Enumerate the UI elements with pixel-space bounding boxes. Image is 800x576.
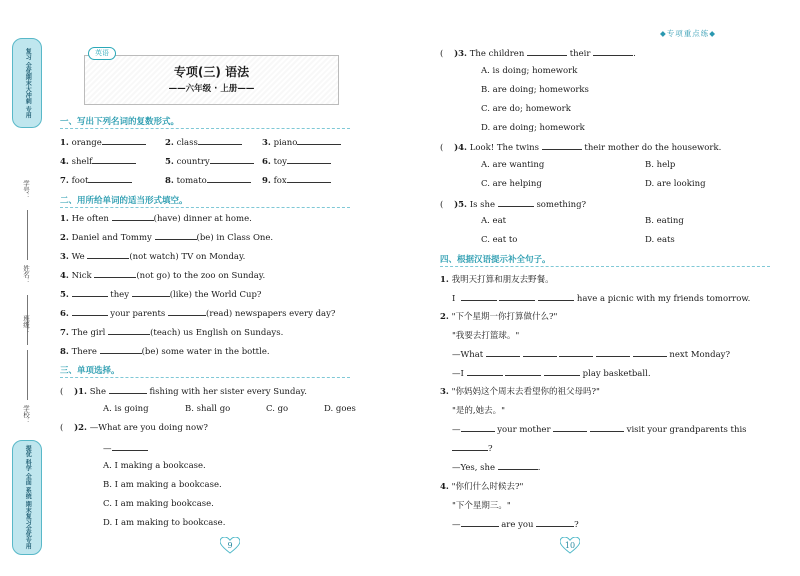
fill-item-number: 7. <box>60 328 69 338</box>
question-5-text-a: Is she <box>469 200 496 210</box>
student-number-line <box>27 210 28 260</box>
s4-item-4-cn <box>440 480 523 492</box>
plural-item-number: 2. <box>165 138 174 148</box>
question-5: ( )5. Is she something? <box>440 200 587 210</box>
plural-item <box>60 136 146 148</box>
s4-item-3-cn <box>440 385 600 397</box>
question-5-option-b[interactable]: B. eating <box>645 216 684 226</box>
question-2-reply <box>103 442 148 454</box>
s4-item-4-en1-c: ? <box>574 520 579 530</box>
s4-item-2-cn <box>440 310 557 322</box>
question-4: ( )4. Look! The twins their mother do the housework. <box>440 143 722 153</box>
question-3-text-b: their <box>569 49 591 59</box>
s4-item-2-cn2: "我要去打篮球。" <box>452 331 520 341</box>
section2-divider <box>60 207 350 208</box>
question-5-option-d[interactable]: D. eats <box>645 235 675 245</box>
student-number-label: 学号： <box>22 180 30 200</box>
section2-heading: 二、用所给单词的适当形式填空。 <box>60 196 188 206</box>
fill-item-text-a: We <box>71 252 85 262</box>
s4-item-3-en1-a: — <box>452 425 461 435</box>
fill-item-text-b: (teach) us English on Sundays. <box>150 328 284 338</box>
fill-item-number: 1. <box>60 214 69 224</box>
fill-item <box>60 288 261 300</box>
question-3-blank-2[interactable] <box>593 47 633 56</box>
sidebar-top-tab <box>12 38 42 128</box>
page-subtitle: ——六年级 · 上册—— <box>168 84 255 94</box>
fill-item-blank[interactable] <box>94 269 136 278</box>
plural-item-word: foot <box>71 176 89 186</box>
plural-item-blank[interactable] <box>297 136 341 145</box>
fill-item-number: 5. <box>60 290 69 300</box>
fill-item-blank[interactable] <box>112 212 154 221</box>
fill-item-blank[interactable] <box>87 250 129 259</box>
s4-item-3-en2 <box>452 461 540 473</box>
question-1-blank[interactable] <box>109 385 147 394</box>
class-label: 班级： <box>22 315 30 335</box>
question-5-number: )5. <box>454 200 468 210</box>
fill-item-text-b: (not go) to the zoo on Sunday. <box>136 271 266 281</box>
question-1-number: )1. <box>74 387 88 397</box>
question-1: ( )1. She fishing with her sister every Sunday. <box>60 387 307 397</box>
s4-item-2-chinese: "下个星期一你打算做什么?" <box>451 312 558 322</box>
question-3-text-a: The children <box>469 49 525 59</box>
plural-item-number: 9. <box>262 176 271 186</box>
s4-item-4-blank-2[interactable] <box>536 518 574 527</box>
question-2: ( )2. —What are you doing now? <box>60 423 208 433</box>
s4-item-2-blank-6[interactable] <box>467 367 503 376</box>
fill-item-text-b: (be) some water in the bottle. <box>141 347 270 357</box>
plural-item-blank[interactable] <box>198 136 242 145</box>
s4-item-2-blank-5[interactable] <box>633 348 667 357</box>
question-1-option-b[interactable]: B. shall go <box>185 404 231 414</box>
plural-item-blank[interactable] <box>92 155 136 164</box>
question-4-number: )4. <box>454 143 468 153</box>
s4-item-1-cn <box>440 273 554 285</box>
fill-item <box>60 345 270 357</box>
question-4-option-d[interactable]: D. are looking <box>645 179 706 189</box>
fill-item-number: 3. <box>60 252 69 262</box>
section4-heading: 四、根据汉语提示补全句子。 <box>440 255 551 265</box>
school-label: 学校： <box>22 405 30 425</box>
fill-item <box>60 231 273 243</box>
subject-tag: 英语 <box>88 47 116 60</box>
question-4-text-b: their mother do the housework. <box>584 143 722 153</box>
question-3-text-c: . <box>633 49 636 59</box>
question-4-option-b[interactable]: B. help <box>645 160 676 170</box>
question-4-text-a: Look! The twins <box>469 143 540 153</box>
question-4-option-c[interactable]: C. are helping <box>481 179 542 189</box>
fill-item-text-b: (like) the World Cup? <box>169 290 262 300</box>
question-1-option-a[interactable]: A. is going <box>103 404 149 414</box>
sidebar-top-tab-label: 复习 全优期末大冲刺 专用 <box>24 47 32 119</box>
fill-item-text-a: Daniel and Tommy <box>71 233 152 243</box>
question-5-option-a[interactable]: A. eat <box>481 216 507 226</box>
question-4-option-a[interactable]: A. are wanting <box>481 160 545 170</box>
s4-item-1-en-b: have a picnic with my friends tomorrow. <box>576 294 751 304</box>
fill-item-text-a: He often <box>71 214 109 224</box>
fill-item-blank[interactable] <box>168 307 206 316</box>
s4-item-3-blank-1[interactable] <box>461 423 495 432</box>
fill-item-text-a: The girl <box>71 328 106 338</box>
s4-item-1-blank-2[interactable] <box>499 292 535 301</box>
plural-item-number: 5. <box>165 157 174 167</box>
page-number-left <box>220 537 240 554</box>
plural-item-number: 3. <box>262 138 271 148</box>
s4-item-3-blank-5[interactable] <box>498 461 538 470</box>
question-5-option-c[interactable]: C. eat to <box>481 235 518 245</box>
question-2-option-c[interactable]: C. I am making bookcase. <box>103 499 214 509</box>
s4-item-2-en2-b: play basketball. <box>582 369 651 379</box>
fill-item <box>60 269 265 281</box>
s4-item-4-blank-1[interactable] <box>461 518 499 527</box>
s4-item-2-en1-b: next Monday? <box>669 350 731 360</box>
s4-item-2-blank-3[interactable] <box>559 348 593 357</box>
s4-item-2-blank-2[interactable] <box>523 348 557 357</box>
plural-item-number: 4. <box>60 157 69 167</box>
s4-item-3-en1 <box>452 423 747 435</box>
plural-item-blank[interactable] <box>207 174 251 183</box>
question-2-text: —What are you doing now? <box>89 423 208 433</box>
fill-item-text-b: (be) in Class One. <box>196 233 274 243</box>
s4-item-3-blank-3[interactable] <box>590 423 624 432</box>
fill-item <box>60 326 283 338</box>
plural-item-blank[interactable] <box>287 155 331 164</box>
s4-item-3-en2-b: . <box>537 463 541 473</box>
fill-item-text-mid: your parents <box>110 309 166 319</box>
s4-item-4-en1-a: — <box>452 520 461 530</box>
s4-item-3-en1-cont <box>452 442 493 454</box>
question-1-text-b: fishing with her sister every Sunday. <box>149 387 307 397</box>
fill-item-text-a: Nick <box>71 271 92 281</box>
question-2-option-a[interactable]: A. I making a bookcase. <box>103 461 206 471</box>
section3-heading: 三、单项选择。 <box>60 366 120 376</box>
plural-item-blank[interactable] <box>210 155 254 164</box>
question-4-blank[interactable] <box>542 141 582 150</box>
question-2-option-d[interactable]: D. I am making to bookcase. <box>103 518 226 528</box>
s4-item-4-number: 4. <box>440 482 449 492</box>
s4-item-2-number: 2. <box>440 312 449 322</box>
page-number-right <box>560 537 580 554</box>
s4-item-4-chinese: "你们什么时候去?" <box>451 482 524 492</box>
question-1-option-c[interactable]: C. go <box>266 404 289 414</box>
sidebar-bottom-tab-label: 提优 科学 全面 系统 期末复习全优专用 <box>24 445 32 550</box>
question-3-number: )3. <box>454 49 468 59</box>
sidebar-bottom-tab <box>12 440 42 555</box>
fill-item <box>60 250 245 262</box>
question-2-number: )2. <box>74 423 88 433</box>
fill-item-number: 2. <box>60 233 69 243</box>
s4-item-3-cn2: "是的,她去。" <box>452 406 506 416</box>
fill-item <box>60 212 252 224</box>
section3-divider <box>60 377 350 378</box>
s4-item-3-en2-a: —Yes, she <box>452 463 496 473</box>
fill-item-blank[interactable] <box>72 288 108 297</box>
question-3-blank-1[interactable] <box>527 47 567 56</box>
plural-item <box>60 155 136 167</box>
s4-item-1-en-a: I <box>452 294 456 304</box>
question-3-option-b[interactable]: B. are doing; homeworks <box>481 85 589 95</box>
s4-item-2-en1-a: —What <box>452 350 484 360</box>
s4-item-1-blank-3[interactable] <box>538 292 574 301</box>
plural-item-word: shelf <box>71 157 93 167</box>
fill-item-text-b: (read) newspapers every day? <box>206 309 336 319</box>
s4-item-2-en1 <box>452 348 730 360</box>
s4-item-2-en2 <box>452 367 651 379</box>
question-1-option-d[interactable]: D. goes <box>324 404 356 414</box>
fill-item-text-b: (have) dinner at home. <box>153 214 252 224</box>
plural-item-blank[interactable] <box>287 174 331 183</box>
plural-item-word: fox <box>273 176 287 186</box>
section1-divider <box>60 128 350 129</box>
plural-item <box>165 174 251 186</box>
name-label: 姓名： <box>22 265 30 285</box>
question-3: ( )3. The children their . <box>440 49 636 59</box>
s4-item-2-blank-4[interactable] <box>596 348 630 357</box>
plural-item-blank[interactable] <box>88 174 132 183</box>
fill-item-blank[interactable] <box>155 231 197 240</box>
page-number-left-label: 9 <box>227 541 233 550</box>
fill-item <box>60 307 335 319</box>
s4-item-4-en1-b: are you <box>501 520 534 530</box>
plural-item <box>262 155 331 167</box>
s4-item-4-cn2: "下个星期三。" <box>452 501 511 511</box>
plural-item-word: country <box>176 157 210 167</box>
fill-item-blank[interactable] <box>72 307 108 316</box>
plural-item-number: 1. <box>60 138 69 148</box>
question-2-dash: — <box>103 444 112 454</box>
fill-item-text-b: (not watch) TV on Monday. <box>129 252 246 262</box>
fill-item-text-mid: they <box>110 290 130 300</box>
plural-item <box>60 174 132 186</box>
plural-item-number: 7. <box>60 176 69 186</box>
fill-item-number: 6. <box>60 309 69 319</box>
fill-item-number: 8. <box>60 347 69 357</box>
page-number-right-label: 10 <box>564 541 576 550</box>
s4-item-3-en1-c: visit your grandparents this <box>626 425 747 435</box>
fill-item-text-a: There <box>71 347 97 357</box>
section-badge: ◆专项重点练◆ <box>660 29 717 38</box>
s4-item-1-blank-1[interactable] <box>461 292 497 301</box>
plural-item-word: toy <box>273 157 287 167</box>
question-3-option-c[interactable]: C. are do; homework <box>481 104 571 114</box>
plural-item <box>165 136 242 148</box>
s4-item-3-number: 3. <box>440 387 449 397</box>
s4-item-3-en1-d: ? <box>488 444 493 454</box>
plural-item <box>262 136 341 148</box>
plural-item <box>165 155 254 167</box>
s4-item-2-blank-8[interactable] <box>544 367 580 376</box>
s4-item-2-blank-7[interactable] <box>505 367 541 376</box>
page-title: 专项(三) 语法 <box>173 65 250 79</box>
section4-divider <box>440 266 770 267</box>
s4-item-3-blank-2[interactable] <box>553 423 587 432</box>
class-line <box>27 350 28 400</box>
fill-item-blank[interactable] <box>100 345 142 354</box>
s4-item-1-en <box>452 292 750 304</box>
s4-item-3-en1-b: your mother <box>497 425 551 435</box>
plural-item-word: tomato <box>176 176 207 186</box>
section1-heading: 一、写出下列名词的复数形式。 <box>60 117 180 127</box>
s4-item-4-en1 <box>452 518 579 530</box>
plural-item-number: 8. <box>165 176 174 186</box>
fill-item-number: 4. <box>60 271 69 281</box>
plural-item <box>262 174 331 186</box>
s4-item-1-number: 1. <box>440 275 449 285</box>
fill-item-blank[interactable] <box>108 326 150 335</box>
sidebar <box>8 30 48 560</box>
s4-item-3-blank-4[interactable] <box>452 442 488 451</box>
question-5-text-b: something? <box>536 200 587 210</box>
fill-item-blank[interactable] <box>132 288 170 297</box>
question-5-blank[interactable] <box>498 198 534 207</box>
question-3-option-a[interactable]: A. is doing; homework <box>481 66 578 76</box>
question-2-blank[interactable] <box>112 442 148 451</box>
question-2-option-b[interactable]: B. I am making a bookcase. <box>103 480 222 490</box>
plural-item-blank[interactable] <box>102 136 146 145</box>
s4-item-2-blank-1[interactable] <box>486 348 520 357</box>
plural-item-word: piano <box>273 138 298 148</box>
plural-item-word: class <box>176 138 198 148</box>
s4-item-1-chinese: 我明天打算和朋友去野餐。 <box>451 275 554 285</box>
s4-item-3-chinese: "你妈妈这个周末去看望你的祖父母吗?" <box>451 387 600 397</box>
plural-item-number: 6. <box>262 157 271 167</box>
question-3-option-d[interactable]: D. are doing; homework <box>481 123 585 133</box>
question-1-text-a: She <box>89 387 107 397</box>
plural-item-word: orange <box>71 138 102 148</box>
s4-item-2-en2-a: —I <box>452 369 464 379</box>
